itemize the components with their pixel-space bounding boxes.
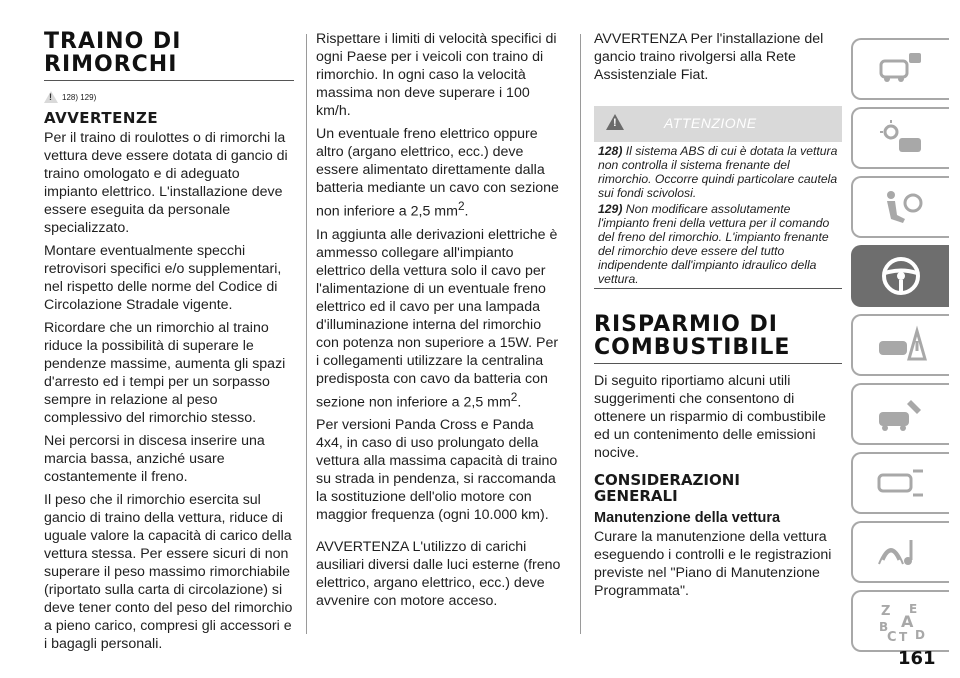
column-divider — [306, 34, 307, 634]
paragraph-text: In aggiunta alle derivazioni elettriche è ammesso collegare all'impianto elettrico della vettura solo il cavo per l'alimentazione di un eventuale freno elettrico ed il cavo per una lampada d'illuminazione interna del rimorchio con potenza non superiore a 15W. Per i collegamenti utilizzare la centralina predisposta con cavo da batteria con sezione non inferiore a 2,5 mm — [316, 226, 559, 411]
page-number: 161 — [898, 648, 936, 669]
attention-title: ATTENZIONE — [664, 115, 757, 131]
paragraph: Per versioni Panda Cross e Panda 4x4, in caso di uso prolungato della vettura alla massima capacità di traino su strada in pendenza, si raccomanda la sostituzione dell'olio motore con maggior frequenza (ogni 10.000 km). — [316, 417, 558, 524]
warnings-heading: AVVERTENZE — [44, 109, 159, 127]
tab-safety[interactable] — [851, 176, 949, 238]
paragraph: Ricordare che un rimorchio al traino riduce la possibilità di superare le pendenze massime, aumenta gli spazi d'arresto ed i tempi per un sorpasso sempre in relazione al peso complessivo del rimorchio stesso. — [44, 320, 286, 426]
subheading-line-1: CONSIDERAZIONI — [594, 471, 740, 489]
paragraph-text: Un eventuale freno elettrico oppure altro (argano elettrico, ecc.) deve essere alimentato direttamente dalla batteria mediante un cavo con sezione non inferiore a 2,5 mm — [316, 126, 559, 220]
title-line-2: COMBUSTIBILE — [594, 335, 791, 360]
index-letter: B — [879, 620, 889, 634]
paragraph: Rispettare i limiti di velocità specifici di ogni Paese per i veicoli con traino di rimorchio. In ogni caso la velocità massima non deve superare i 100 km/h. — [316, 31, 557, 119]
paragraph: AVVERTENZA L'utilizzo di carichi ausiliari diversi dalle luci esterne (freno elettrico, argano elettrico, ecc.) deve avvenire con motore acceso. — [316, 539, 561, 610]
warning-triangle-icon — [44, 91, 58, 103]
section-title — [594, 313, 842, 359]
car-warning-icon — [875, 323, 927, 367]
note-number: 129) — [598, 202, 623, 216]
tab-index[interactable] — [851, 590, 949, 652]
index-letter: Z — [881, 604, 891, 619]
paragraph: Di seguito riportiamo alcuni utili suggerimenti che consentono di ottenere un risparmio di combustibile ed un contenimento delle emissioni nocive. — [594, 373, 826, 461]
index-letter: C — [887, 630, 897, 643]
multimedia-icon — [875, 530, 927, 574]
section-title — [44, 30, 294, 76]
subheading-line-2: GENERALI — [594, 487, 678, 505]
tab-warnings[interactable] — [851, 314, 949, 376]
paragraph: AVVERTENZA Per l'installazione del gancio traino rivolgersi alla Rete Assistenziale Fiat. — [594, 31, 824, 83]
attention-box — [594, 106, 842, 142]
car-specs-icon — [875, 461, 927, 505]
tab-emergency[interactable] — [851, 383, 949, 445]
attention-note — [594, 200, 842, 286]
paragraph: Curare la manutenzione della vettura eseguendo i controlli e le registrazioni previste nel "Piano di Manutenzione Programmata". — [594, 529, 832, 599]
sub-subheading: Manutenzione della vettura — [594, 510, 781, 526]
paragraph-end: . — [517, 394, 522, 411]
paragraph: Per il traino di roulottes o di rimorchi la vettura deve essere dotata di gancio di traino omologato e di adeguato impianto elettrico. L'installazione deve essere eseguita da personale specializzato. — [44, 130, 288, 236]
paragraph-end: . — [464, 203, 469, 220]
wrench-car-icon — [875, 392, 927, 436]
superscript: 2 — [457, 199, 465, 213]
column-divider — [580, 34, 581, 634]
attention-rule — [594, 288, 842, 289]
subheading — [594, 472, 842, 504]
index-letter: E — [909, 602, 918, 616]
title-line-1: RISPARMIO DI — [594, 312, 778, 337]
tab-multimedia[interactable] — [851, 521, 949, 583]
attention-note — [594, 142, 842, 200]
column-risparmio — [594, 30, 842, 605]
tab-lights[interactable] — [851, 107, 949, 169]
index-letter: D — [915, 628, 925, 642]
attention-triangle-icon — [606, 114, 624, 130]
note-number: 128) — [598, 144, 623, 158]
title-rule — [44, 80, 294, 81]
paragraph: Il peso che il rimorchio esercita sul gancio di traino della vettura, riduce di uguale valore la capacità di carico della vettura stessa. Per essere sicuri di non superare il peso massimo rimorchiabile (riportato sulla carta di circolazione) si deve tener conto del peso del rimorchio a pieno carico, compresi gli accessori e i bagagli personali. — [44, 492, 293, 652]
tab-starting-driving[interactable] — [851, 245, 949, 307]
paragraph — [316, 226, 562, 412]
column-traino-continued — [316, 30, 562, 615]
title-line-1: TRAINO DI — [44, 29, 182, 54]
warning-refs — [44, 89, 294, 105]
title-rule — [594, 363, 842, 364]
refs-text: 128) 129) — [62, 92, 97, 102]
tab-dashboard[interactable] — [851, 38, 949, 100]
chapter-tabs — [851, 38, 949, 659]
note-text: Non modificare assolutamente l'impianto freni della vettura per il comando del freno del rimorchio. L'impianto frenante del rimorchio deve essere del tutto indipendente dall'impianto idraulico della vettura. — [598, 202, 830, 286]
paragraph: Nei percorsi in discesa inserire una marcia bassa, anziché usare costantemente il freno. — [44, 433, 265, 485]
index-letters-icon — [875, 599, 927, 643]
seat-airbag-icon — [875, 185, 927, 229]
key-icon — [868, 258, 884, 288]
paragraph — [316, 125, 562, 221]
lights-icon — [875, 116, 927, 160]
superscript: 2 — [510, 389, 518, 404]
column-traino — [44, 30, 294, 658]
title-line-2: RIMORCHI — [44, 52, 178, 77]
index-letter: A — [901, 612, 914, 631]
paragraph: Montare eventualmente specchi retrovisori specifici e/o supplementari, nel rispetto delle norme del Codice di Circolazione Stradale vigente. — [44, 243, 282, 313]
note-text: Il sistema ABS di cui è dotata la vettura non controlla il sistema frenante del rimorchio. Occorre quindi particolare cautela sui fondi scivolosi. — [598, 144, 838, 200]
index-letter: T — [899, 630, 908, 643]
tab-maintenance[interactable] — [851, 452, 949, 514]
car-dashboard-icon — [875, 47, 927, 91]
